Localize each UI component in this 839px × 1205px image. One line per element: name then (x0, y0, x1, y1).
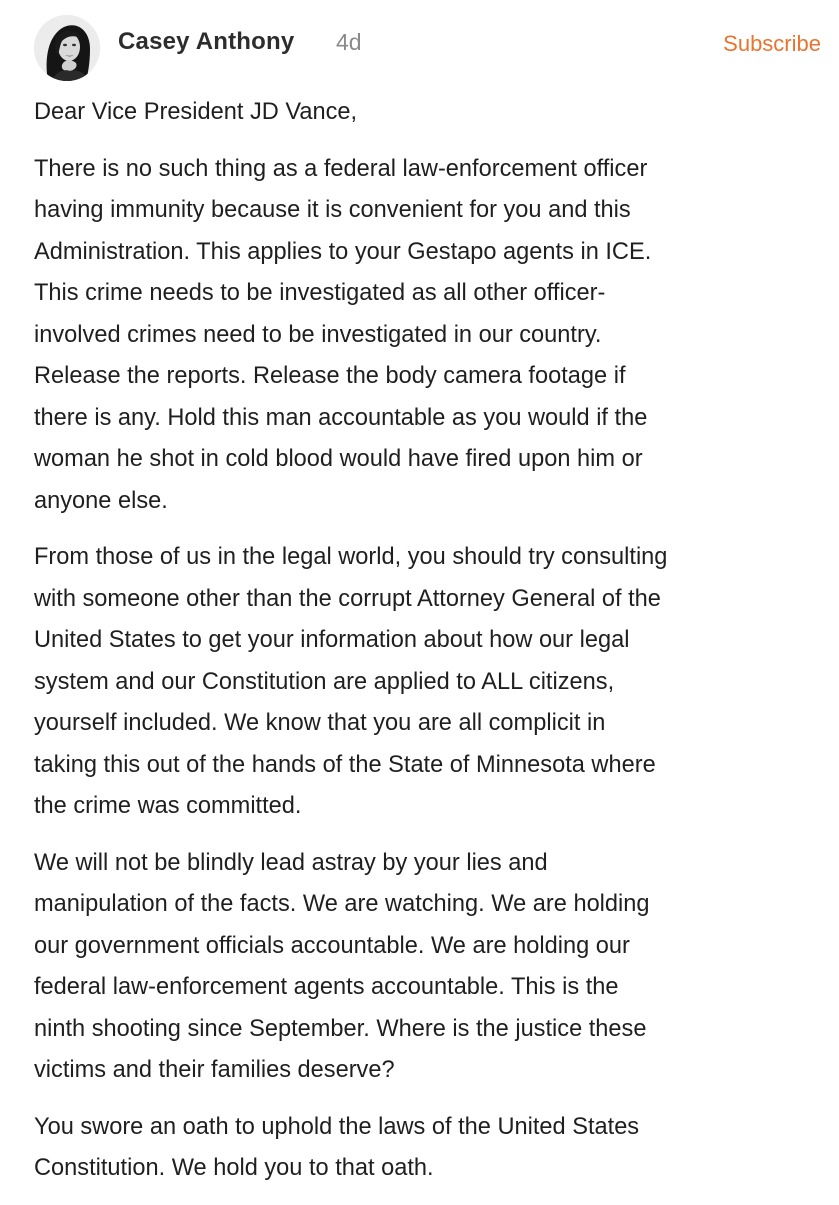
paragraph-line: with someone other than the corrupt Attorney General of the (34, 585, 661, 612)
paragraph-line: You swore an oath to uphold the laws of the United States (34, 1113, 640, 1140)
paragraph-line: Release the reports. Release the body camera footage if (34, 363, 626, 389)
post-paragraph (34, 537, 824, 828)
author-avatar[interactable] (34, 15, 100, 81)
paragraph-line: having immunity because it is convenient for you and this (34, 197, 631, 223)
paragraph-line: involved crimes need to be investigated in our country. (34, 321, 602, 348)
paragraph-line: anyone else. (34, 487, 168, 514)
paragraph-line: ninth shooting since September. Where is the justice these (34, 1015, 647, 1042)
avatar-photo-icon (34, 15, 100, 81)
paragraph-line: yourself included. We know that you are all complicit in (34, 710, 606, 736)
paragraph-line: This crime needs to be investigated as all other officer- (34, 280, 606, 306)
post-paragraph (34, 149, 824, 523)
author-name[interactable]: Casey Anthony (118, 28, 295, 55)
paragraph-line: manipulation of the facts. We are watching. We are holding (34, 891, 650, 917)
post-body (34, 92, 824, 1205)
paragraph-line: Dear Vice President JD Vance, (34, 99, 358, 125)
post-paragraph (34, 843, 824, 1092)
paragraph-line: victims and their families deserve? (34, 1057, 395, 1083)
paragraph-line: taking this out of the hands of the State of Minnesota where (34, 751, 656, 778)
paragraph-line: United States to get your information about how our legal (34, 627, 630, 653)
paragraph-line: the crime was committed. (34, 793, 302, 819)
paragraph-line: From those of us in the legal world, you should try consulting (34, 544, 668, 570)
subscribe-button[interactable]: Subscribe (723, 31, 821, 56)
paragraph-line: There is no such thing as a federal law-enforcement officer (34, 155, 648, 182)
paragraph-line: woman he shot in cold blood would have fired upon him or (34, 446, 643, 472)
post-header (0, 0, 839, 88)
paragraph-line: Administration. This applies to your Gestapo agents in ICE. (34, 238, 652, 265)
paragraph-line: federal law-enforcement agents accountable. This is the (34, 974, 619, 1000)
paragraph-line: We will not be blindly lead astray by your lies and (34, 849, 548, 876)
paragraph-line: our government officials accountable. We are holding our (34, 932, 630, 959)
post-timestamp: 4d (336, 29, 362, 55)
post-paragraph (34, 1107, 824, 1190)
paragraph-line: Constitution. We hold you to that oath. (34, 1155, 434, 1181)
paragraph-line: system and our Constitution are applied to ALL citizens, (34, 668, 615, 695)
paragraph-line: there is any. Hold this man accountable as you would if the (34, 404, 648, 431)
post-paragraph (34, 92, 824, 134)
